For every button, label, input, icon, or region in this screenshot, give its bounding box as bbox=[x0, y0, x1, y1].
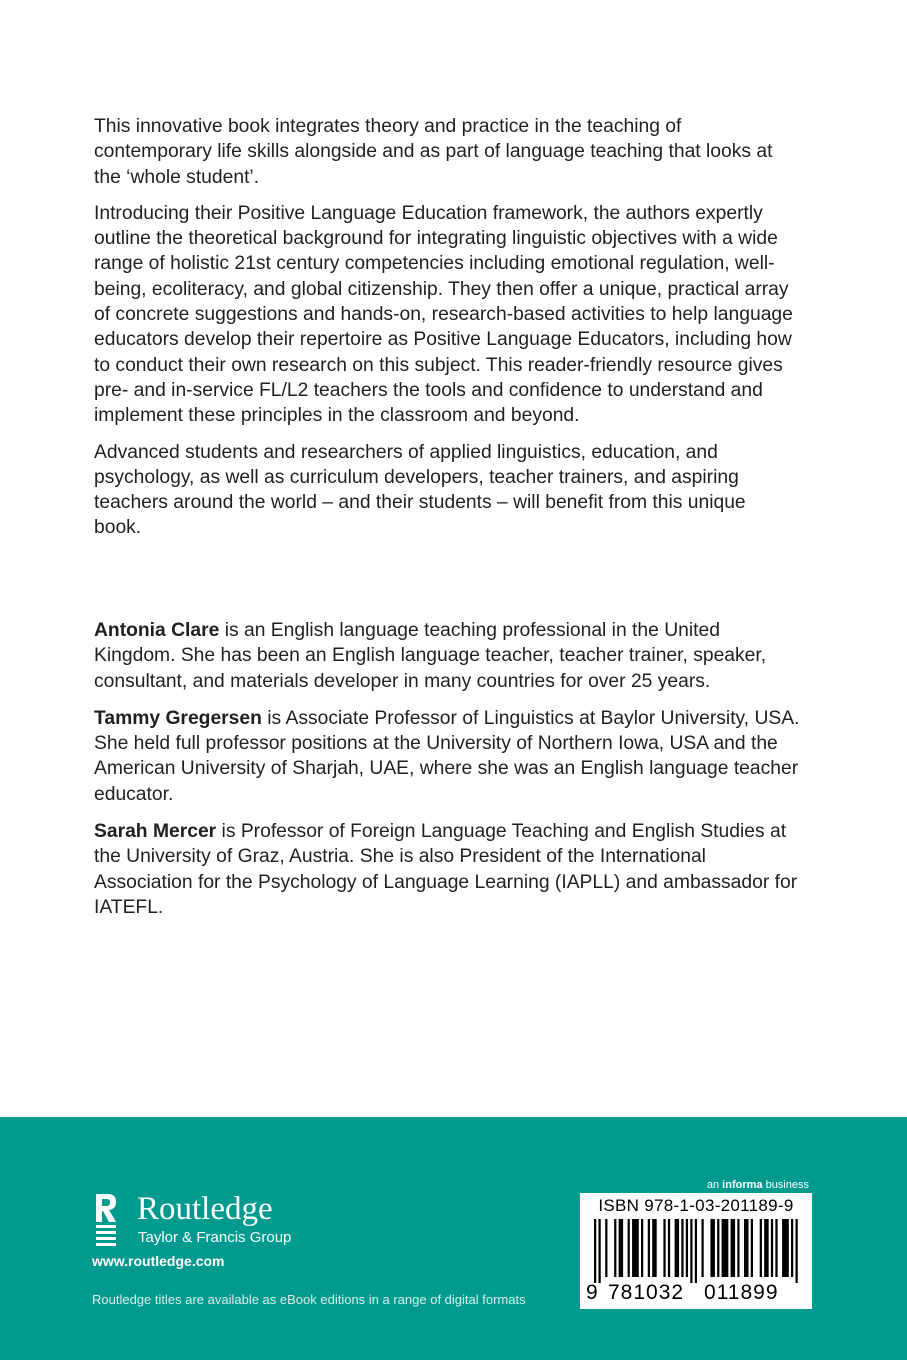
barcode-bar bbox=[764, 1219, 768, 1277]
barcode-bar bbox=[641, 1219, 643, 1277]
barcode-bar bbox=[760, 1219, 762, 1277]
ebook-note: Routledge titles are available as eBook editions in a range of digital formats bbox=[92, 1292, 526, 1307]
author-name: Tammy Gregersen bbox=[94, 707, 262, 729]
author-name: Sarah Mercer bbox=[94, 821, 217, 843]
barcode-bar bbox=[722, 1219, 729, 1277]
book-description bbox=[94, 114, 794, 552]
publisher-name: Routledge bbox=[137, 1191, 273, 1227]
barcode-bar bbox=[652, 1219, 656, 1277]
barcode-digits-right: 011899 bbox=[704, 1281, 779, 1304]
barcode-bar bbox=[771, 1219, 773, 1277]
description-paragraph-3: Advanced students and researchers of applied linguistics, education, and psychology, as well as curriculum developers, teacher trainers, and aspiring teachers around the world – and their students – will benefit from this unique book. bbox=[94, 441, 746, 539]
publisher-url[interactable]: www.routledge.com bbox=[92, 1253, 225, 1269]
barcode-bar bbox=[614, 1219, 616, 1277]
description-paragraph-2: Introducing their Positive Language Education framework, the authors expertly outline the theoretical background for integrating linguistic objectives with a wide range of holistic 21st century competencies including emotional regulation, well-being, ecoliteracy, and global citizenship. They then offer a unique, practical array of concrete suggestions and hands-on, research-based activities to help language educators develop their repertoire as Positive Language Educators, including how to conduct their own research on this subject. This reader-friendly resource gives pre- and in-service FL/L2 teachers the tools and confidence to understand and implement these principles in the classroom and beyond. bbox=[94, 202, 793, 427]
publisher-group: Taylor & Francis Group bbox=[138, 1229, 292, 1246]
barcode-bar bbox=[695, 1219, 697, 1283]
author-bio bbox=[94, 706, 804, 807]
barcode-bars bbox=[594, 1219, 800, 1283]
barcode-bar bbox=[737, 1219, 739, 1277]
author-bio bbox=[94, 618, 804, 694]
description-paragraph-1: This innovative book integrates theory and practice in the teaching of contemporary life skills alongside and as part of language teaching that looks at the ‘whole student’. bbox=[94, 116, 773, 188]
author-bios bbox=[94, 618, 804, 932]
barcode-bar bbox=[675, 1219, 679, 1277]
barcode-bar bbox=[632, 1219, 639, 1277]
author-name: Antonia Clare bbox=[94, 620, 220, 641]
barcode-bar bbox=[796, 1219, 798, 1283]
author-bio-text: is Professor of Foreign Language Teaching and English Studies at the University of Graz, Austria. She is also President of the International Association for the Psychology of Language Learning (IAPLL) and ambassador for IATEFL. bbox=[94, 821, 798, 918]
author-bio-text: is Associate Professor of Linguistics at Baylor University, USA. She held full professor positions at the University of Northern Iowa, USA and the American University of Sharjah, UAE, where she was an English language teacher educator. bbox=[94, 707, 800, 805]
barcode-bar bbox=[668, 1219, 670, 1277]
barcode-bar bbox=[744, 1219, 748, 1277]
barcode-bar bbox=[619, 1219, 623, 1277]
isbn-number: ISBN 978-1-03-201189-9 bbox=[598, 1196, 794, 1215]
routledge-logo-icon bbox=[92, 1192, 118, 1250]
barcode-bar bbox=[710, 1219, 714, 1277]
barcode-bar bbox=[690, 1219, 692, 1283]
barcode-bar bbox=[648, 1219, 650, 1277]
informa-business-label: an informa business bbox=[706, 1179, 809, 1191]
barcode-bar bbox=[594, 1219, 596, 1283]
barcode-bar bbox=[731, 1219, 735, 1277]
author-bio-text: is an English language teaching professional in the United Kingdom. She has been an English language teacher, teacher trainer, speaker, consultant, and materials developer in many countries for over 25 years. bbox=[94, 620, 767, 692]
barcode-bar bbox=[791, 1219, 793, 1277]
barcode-bar bbox=[717, 1219, 719, 1277]
barcode-bar bbox=[628, 1219, 630, 1277]
barcode-bar bbox=[681, 1219, 683, 1277]
barcode-bar bbox=[701, 1219, 703, 1277]
barcode-bar bbox=[782, 1219, 789, 1277]
barcode-bar bbox=[775, 1219, 777, 1277]
barcode-bar bbox=[598, 1219, 600, 1283]
barcode-bar bbox=[686, 1219, 688, 1277]
barcode-digit-first: 9 bbox=[586, 1281, 598, 1304]
isbn-barcode bbox=[580, 1193, 812, 1309]
author-bio bbox=[94, 819, 804, 920]
barcode-bar bbox=[605, 1219, 607, 1277]
barcode-digits bbox=[586, 1279, 806, 1307]
barcode-bar bbox=[751, 1219, 753, 1277]
barcode-bar bbox=[663, 1219, 665, 1277]
barcode-digits-left: 781032 bbox=[608, 1281, 685, 1304]
